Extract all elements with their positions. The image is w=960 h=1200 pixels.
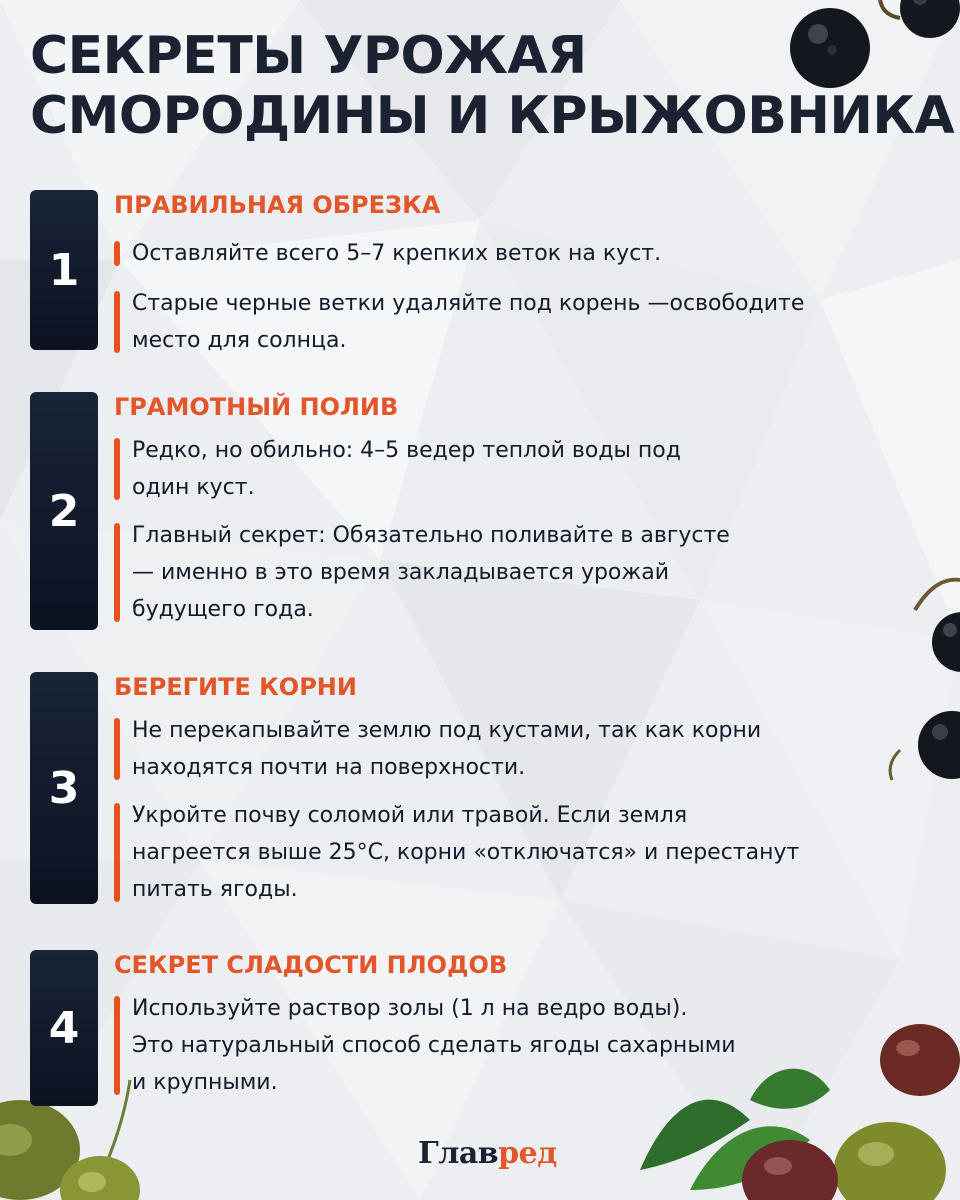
list-item — [114, 712, 944, 786]
list-item-text: Старые черные ветки удаляйте под корень —освободите место для солнца. — [132, 291, 805, 353]
list-item — [114, 432, 944, 506]
list-item-text: Не перекапывайте землю под кустами, так как корни находятся почти на поверхности. — [132, 718, 762, 780]
bullet-bar — [114, 523, 120, 622]
bullet-bar — [114, 438, 120, 500]
list-item-text: Используйте раствор золы (1 л на ведро воды). Это натуральный способ сделать ягоды сахарными и крупными. — [132, 996, 736, 1095]
bullet-bar — [114, 996, 120, 1095]
page-title-line-2: СМОРОДИНЫ И КРЫЖОВНИКА — [30, 86, 955, 146]
list-item-text: Укройте почву соломой или травой. Если земля нагреется выше 25°C, корни «отключатся» и перестанут питать ягоды. — [132, 803, 800, 902]
section-title: ПРАВИЛЬНАЯ ОБРЕЗКА — [114, 191, 441, 219]
section-pruning — [30, 190, 950, 353]
section-title: БЕРЕГИТЕ КОРНИ — [114, 673, 357, 701]
section-sweetness — [30, 950, 950, 1106]
bullet-bar — [114, 803, 120, 902]
section-title: ГРАМОТНЫЙ ПОЛИВ — [114, 393, 399, 421]
list-item-text: Редко, но обильно: 4–5 ведер теплой воды под один куст. — [132, 438, 681, 500]
list-item — [114, 517, 944, 628]
section-roots — [30, 672, 950, 904]
section-number-badge — [30, 190, 98, 350]
bullet-bar — [114, 291, 120, 353]
section-number: 1 — [48, 244, 80, 296]
brand-logo — [418, 1136, 557, 1171]
section-number-badge — [30, 392, 98, 630]
brand-logo-part-1: Глав — [418, 1136, 499, 1171]
section-watering — [30, 392, 950, 630]
list-item — [114, 285, 944, 359]
page-title-line-1: СЕКРЕТЫ УРОЖАЯ — [30, 26, 587, 86]
section-number: 2 — [48, 485, 80, 537]
bullet-bar — [114, 718, 120, 780]
list-item-text: Главный секрет: Обязательно поливайте в августе — именно в это время закладывается урожай будущего года. — [132, 523, 730, 622]
section-number: 4 — [48, 1002, 80, 1054]
section-number-badge — [30, 672, 98, 904]
list-item — [114, 990, 944, 1101]
page-title — [30, 26, 955, 146]
brand-logo-part-2: ред — [498, 1136, 557, 1171]
list-item — [114, 235, 944, 272]
section-number: 3 — [48, 762, 80, 814]
list-item-text: Оставляйте всего 5–7 крепких веток на куст. — [132, 241, 662, 266]
bullet-bar — [114, 241, 120, 266]
section-number-badge — [30, 950, 98, 1106]
section-title: СЕКРЕТ СЛАДОСТИ ПЛОДОВ — [114, 951, 508, 979]
list-item — [114, 797, 944, 908]
